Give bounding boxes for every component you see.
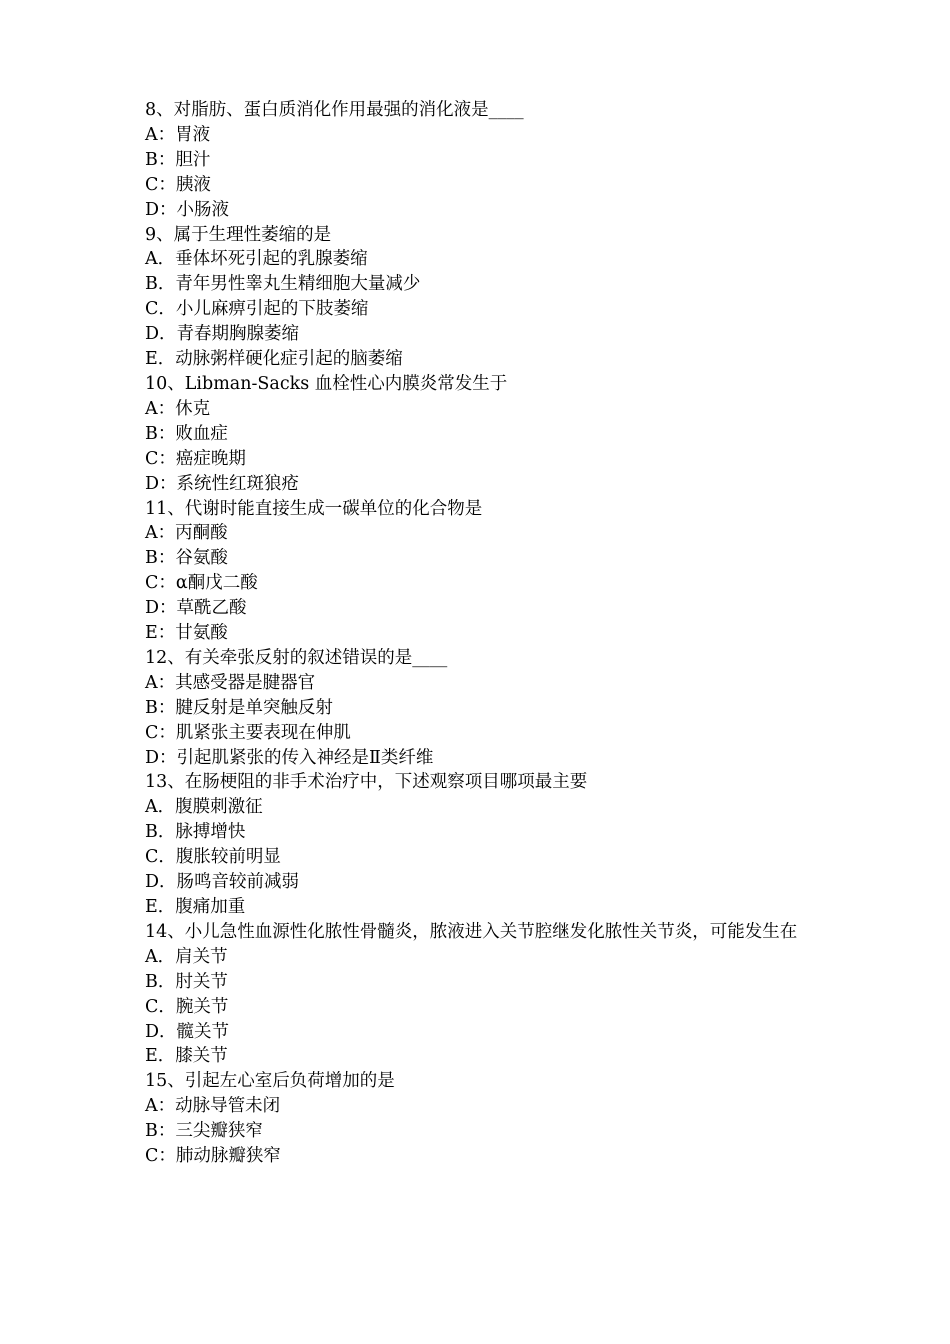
- option-a: A．垂体坏死引起的乳腺萎缩: [145, 249, 368, 270]
- option-a: A：丙酮酸: [145, 523, 228, 544]
- option-d: D：引起肌紧张的传入神经是Ⅱ类纤维: [145, 747, 434, 768]
- option-d: D．髋关节: [145, 1021, 230, 1042]
- option-a: A：其感受器是腱器官: [145, 672, 316, 693]
- option-a: A．肩关节: [145, 946, 228, 967]
- question-stem: 11、代谢时能直接生成一碳单位的化合物是: [145, 498, 483, 519]
- question-stem: 8、对脂肪、蛋白质消化作用最强的消化液是____: [145, 100, 524, 120]
- option-c: C：肌紧张主要表现在伸肌: [145, 722, 351, 743]
- option-c: C．小儿麻痹引起的下肢萎缩: [145, 299, 369, 320]
- question-stem: 15、引起左心室后负荷增加的是: [145, 1071, 395, 1092]
- option-b: B．脉搏增快: [145, 822, 246, 843]
- option-d: D：系统性红斑狼疮: [145, 473, 300, 494]
- question-12: [145, 646, 825, 771]
- option-b: B：败血症: [145, 423, 228, 444]
- question-15: [145, 1069, 825, 1169]
- option-e: E：甘氨酸: [145, 623, 228, 644]
- question-list: [145, 98, 825, 1169]
- option-c: C．腕关节: [145, 996, 229, 1017]
- question-stem: 10、Libman-Sacks 血栓性心内膜炎常发生于: [145, 373, 508, 394]
- option-d: D：小肠液: [145, 199, 230, 220]
- question-13: [145, 770, 825, 919]
- option-c: C：癌症晚期: [145, 448, 246, 469]
- option-d: D．青春期胸腺萎缩: [145, 324, 300, 345]
- option-c: C：胰液: [145, 174, 211, 195]
- option-c: C．腹胀较前明显: [145, 847, 281, 868]
- option-a: A：胃液: [145, 124, 211, 145]
- question-14: [145, 920, 825, 1069]
- question-stem: 12、有关牵张反射的叙述错误的是____: [145, 647, 448, 668]
- question-stem: 9、属于生理性萎缩的是: [145, 224, 332, 245]
- question-9: [145, 223, 825, 372]
- option-d: D．肠鸣音较前减弱: [145, 872, 300, 893]
- option-b: B：谷氨酸: [145, 548, 228, 569]
- question-8: [145, 98, 825, 223]
- option-b: B．青年男性睾丸生精细胞大量减少: [145, 274, 421, 295]
- option-c: C：肺动脉瓣狭窄: [145, 1146, 281, 1167]
- option-a: A：动脉导管未闭: [145, 1096, 281, 1117]
- option-a: A：休克: [145, 398, 211, 419]
- option-e: E．动脉粥样硬化症引起的脑萎缩: [145, 349, 403, 370]
- option-b: B：腱反射是单突触反射: [145, 697, 333, 718]
- option-b: B．肘关节: [145, 971, 228, 992]
- option-c: C：α酮戊二酸: [145, 573, 258, 594]
- question-11: [145, 497, 825, 646]
- question-stem: 14、小儿急性血源性化脓性骨髓炎，脓液进入关节腔继发化脓性关节炎，可能发生在: [145, 921, 798, 942]
- option-a: A．腹膜刺激征: [145, 797, 263, 818]
- option-e: E．腹痛加重: [145, 897, 246, 917]
- option-d: D：草酰乙酸: [145, 598, 247, 619]
- question-10: [145, 372, 825, 497]
- option-b: B：三尖瓣狭窄: [145, 1121, 263, 1142]
- question-stem: 13、在肠梗阻的非手术治疗中，下述观察项目哪项最主要: [145, 772, 588, 793]
- option-e: E．膝关节: [145, 1046, 228, 1067]
- option-b: B：胆汁: [145, 149, 211, 170]
